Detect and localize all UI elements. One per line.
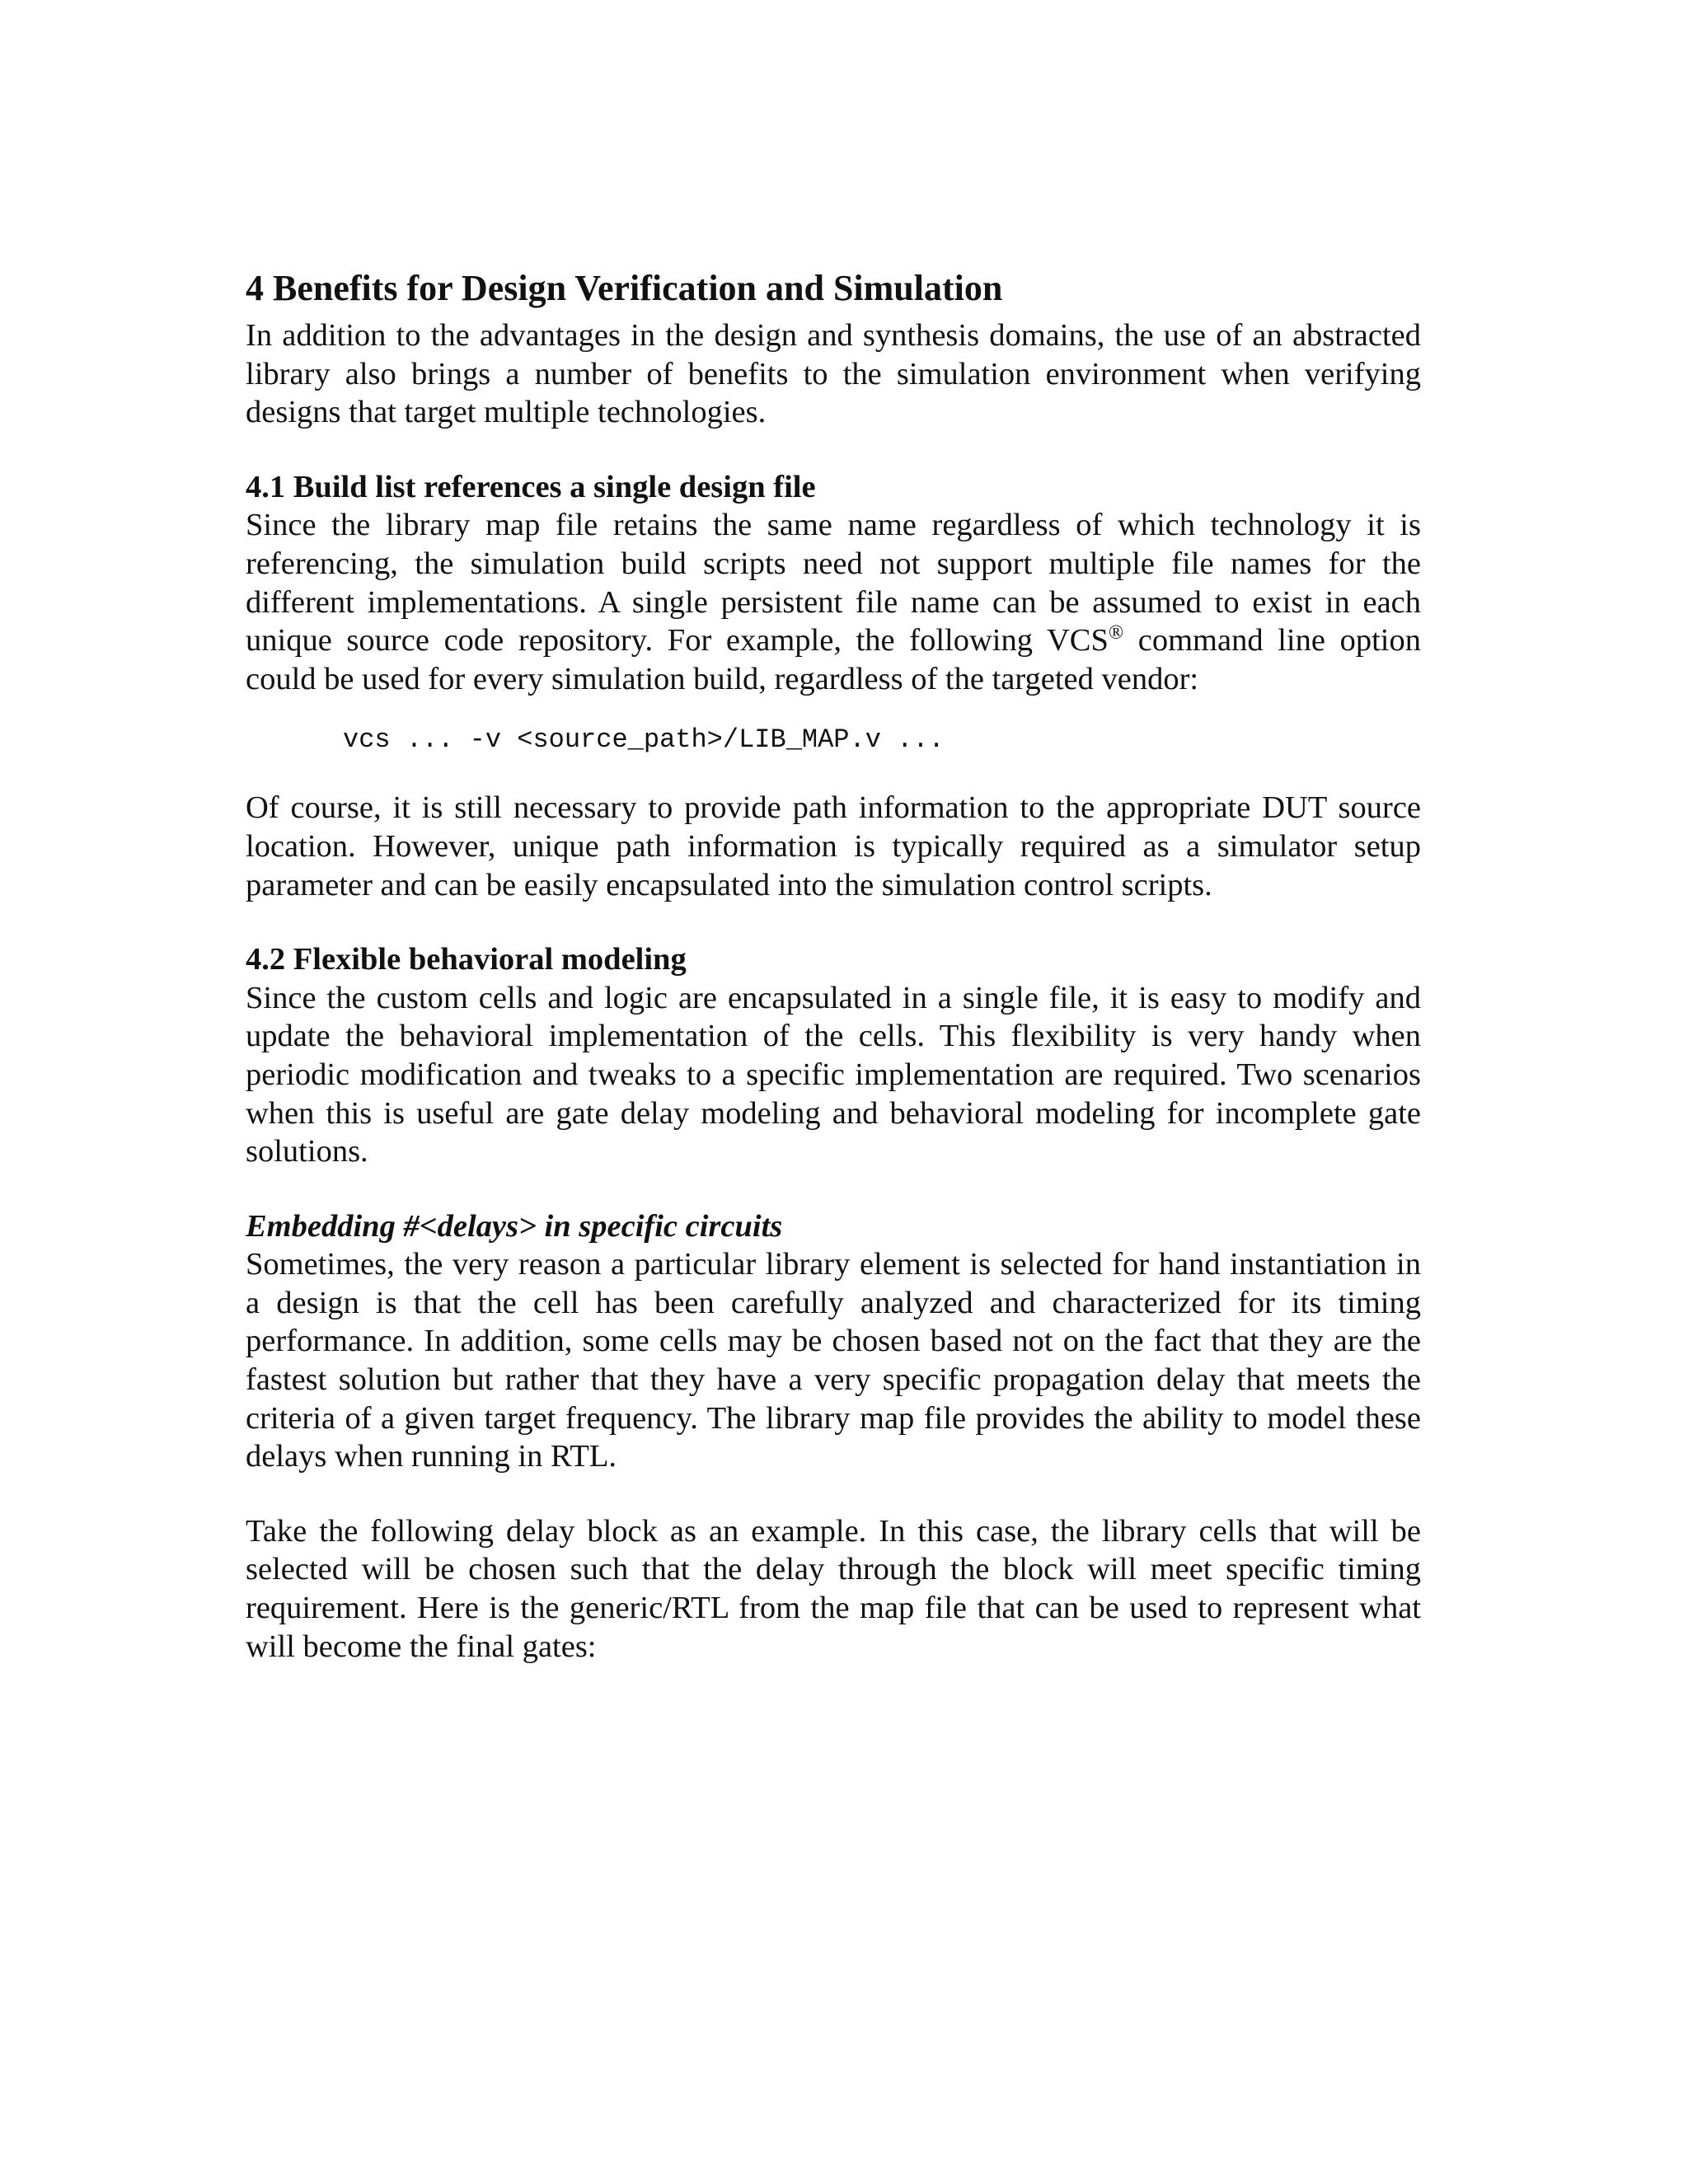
section-4-1-paragraph-1-part-b: command line option could be used for every simulation build, regardless of the targeted vendor: <box>246 623 1421 696</box>
embedding-delays-paragraph-2: Take the following delay block as an example. In this case, the library cells that will be selected will be chosen such that the delay through the block will meet specific timing requirement. Here is the generic/RTL from the map file that can be used to represent what will become the final gates: <box>246 1513 1421 1664</box>
spacer <box>246 432 1421 468</box>
section-4-intro: In addition to the advantages in the design and synthesis domains, the use of an abstracted library also brings a number of benefits to the simulation environment when verifying designs that target multiple technologies. <box>246 318 1421 430</box>
section-4-1-paragraph-2: Of course, it is still necessary to provide path information to the appropriate DUT source location. However, unique path information is typically required as a simulator setup parameter and can be easily encapsulated into the simulation control scripts. <box>246 790 1421 902</box>
section-4-2-paragraph-1: Since the custom cells and logic are encapsulated in a single file, it is easy to modify and update the behavioral implementation of the cells. This flexibility is very handy when periodic modification and tweaks to a specific implementation are required. Two scenarios when this is useful are gate delay modeling and behavioral modeling for incomplete gate solutions. <box>246 980 1421 1169</box>
embedding-delays-heading: Embedding #<delays> in specific circuits <box>246 1208 783 1244</box>
registered-mark: ® <box>1108 622 1124 644</box>
section-4-1-paragraph-1-part-a: Since the library map file retains the same name regardless of which technology it is referencing, the simulation build scripts need not support multiple file names for the different implementations. A single persistent file name can be assumed to exist in each unique source code repository. For example, the following VCS <box>246 508 1421 658</box>
section-4-1-heading: 4.1 Build list references a single design file <box>246 469 816 504</box>
document-page <box>246 265 1421 1666</box>
spacer <box>246 1171 1421 1207</box>
spacer <box>246 904 1421 940</box>
section-4-heading: 4 Benefits for Design Verification and Simulation <box>246 268 1003 308</box>
embedding-delays-paragraph-1: Sometimes, the very reason a particular library element is selected for hand instantiation in a design is that the cell has been carefully analyzed and characterized for its timing performance. In addition, some cells may be chosen based not on the fact that they are the fastest solution but rather that they have a very specific propagation delay that meets the criteria of a given target frequency. The library map file provides the ability to model these delays when running in RTL. <box>246 1247 1421 1474</box>
vcs-command-code: vcs ... -v <source_path>/LIB_MAP.v ... <box>343 724 945 756</box>
section-4-1-paragraph-1 <box>246 506 1421 698</box>
section-4-2-heading: 4.2 Flexible behavioral modeling <box>246 942 687 977</box>
spacer <box>246 1476 1421 1512</box>
